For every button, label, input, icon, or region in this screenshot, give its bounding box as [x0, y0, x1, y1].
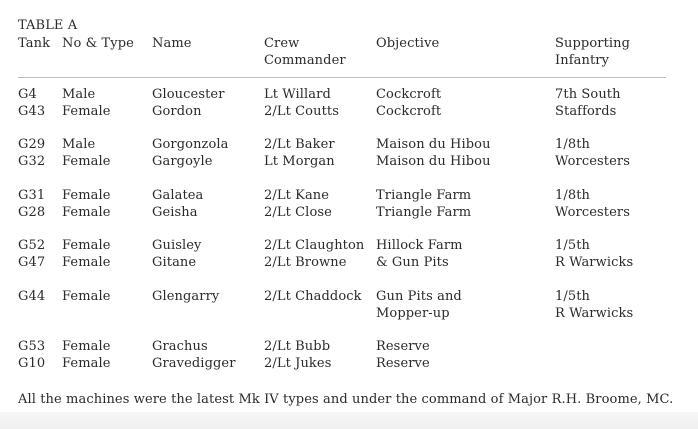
cell-commander: 2/Lt Chaddock: [264, 289, 362, 304]
cell-commander: 2/Lt Kane: [264, 188, 330, 203]
header-infantry: Infantry: [555, 53, 610, 68]
cell-infantry: 7th South: [555, 87, 621, 102]
cell-tank: G10: [18, 356, 46, 371]
header-commander: Commander: [264, 53, 346, 68]
cell-tank: G52: [18, 238, 46, 253]
header-objective: Objective: [376, 36, 440, 51]
cell-commander: 2/Lt Baker: [264, 137, 335, 152]
bottom-fade: [0, 412, 698, 429]
cell-name: Gitane: [152, 255, 197, 270]
table-group: [0, 188, 698, 222]
cell-commander: 2/Lt Coutts: [264, 104, 340, 119]
cell-objective: Gun Pits and: [376, 289, 462, 304]
cell-type: Female: [62, 289, 111, 304]
cell-objective: Triangle Farm: [376, 205, 472, 220]
cell-objective: Hillock Farm: [376, 238, 463, 253]
cell-type: Male: [62, 87, 96, 102]
cell-type: Female: [62, 255, 111, 270]
cell-objective: Mopper-up: [376, 306, 450, 321]
cell-commander: Lt Willard: [264, 87, 331, 102]
table-footnote: All the machines were the latest Mk IV types and under the command of Major R.H. Broome, MC.: [18, 392, 674, 407]
cell-name: Grachus: [152, 339, 208, 354]
cell-name: Galatea: [152, 188, 204, 203]
cell-type: Female: [62, 356, 111, 371]
cell-objective: Maison du Hibou: [376, 137, 491, 152]
cell-objective: Triangle Farm: [376, 188, 472, 203]
cell-tank: G44: [18, 289, 46, 304]
cell-infantry: 1/5th: [555, 238, 591, 253]
cell-name: Gorgonzola: [152, 137, 229, 152]
cell-type: Female: [62, 104, 111, 119]
cell-type: Female: [62, 238, 111, 253]
header-divider: [18, 77, 666, 78]
header-type: No & Type: [62, 36, 134, 51]
header-name: Name: [152, 36, 192, 51]
cell-infantry: R Warwicks: [555, 306, 634, 321]
cell-tank: G43: [18, 104, 46, 119]
cell-tank: G31: [18, 188, 46, 203]
cell-name: Gargoyle: [152, 154, 213, 169]
table-group: [0, 238, 698, 272]
cell-name: Glengarry: [152, 289, 220, 304]
cell-commander: 2/Lt Close: [264, 205, 332, 220]
table-group: [0, 87, 698, 121]
cell-infantry: 1/8th: [555, 188, 591, 203]
cell-name: Guisley: [152, 238, 202, 253]
cell-tank: G28: [18, 205, 46, 220]
cell-tank: G53: [18, 339, 46, 354]
cell-infantry: Worcesters: [555, 154, 630, 169]
cell-infantry: 1/8th: [555, 137, 591, 152]
table-group: [0, 289, 698, 323]
cell-objective: Cockcroft: [376, 87, 442, 102]
cell-name: Gravedigger: [152, 356, 236, 371]
cell-tank: G29: [18, 137, 46, 152]
header-supporting: Supporting: [555, 36, 631, 51]
cell-commander: 2/Lt Bubb: [264, 339, 331, 354]
cell-name: Gordon: [152, 104, 202, 119]
cell-objective: Maison du Hibou: [376, 154, 491, 169]
cell-commander: 2/Lt Browne: [264, 255, 347, 270]
cell-type: Female: [62, 339, 111, 354]
cell-tank: G47: [18, 255, 46, 270]
cell-objective: Cockcroft: [376, 104, 442, 119]
cell-name: Gloucester: [152, 87, 225, 102]
cell-objective: Reserve: [376, 356, 430, 371]
cell-objective: & Gun Pits: [376, 255, 449, 270]
cell-infantry: 1/5th: [555, 289, 591, 304]
header-tank: Tank: [18, 36, 51, 51]
cell-tank: G4: [18, 87, 37, 102]
cell-type: Female: [62, 188, 111, 203]
table-group: [0, 137, 698, 171]
header-crew: Crew: [264, 36, 300, 51]
cell-tank: G32: [18, 154, 46, 169]
cell-type: Female: [62, 205, 111, 220]
cell-infantry: R Warwicks: [555, 255, 634, 270]
cell-name: Geisha: [152, 205, 198, 220]
cell-infantry: Worcesters: [555, 205, 630, 220]
cell-commander: Lt Morgan: [264, 154, 335, 169]
table-title: TABLE A: [18, 18, 78, 33]
cell-infantry: Staffords: [555, 104, 617, 119]
cell-type: Male: [62, 137, 96, 152]
cell-type: Female: [62, 154, 111, 169]
cell-objective: Reserve: [376, 339, 430, 354]
table-group: [0, 339, 698, 373]
cell-commander: 2/Lt Jukes: [264, 356, 332, 371]
cell-commander: 2/Lt Claughton: [264, 238, 365, 253]
